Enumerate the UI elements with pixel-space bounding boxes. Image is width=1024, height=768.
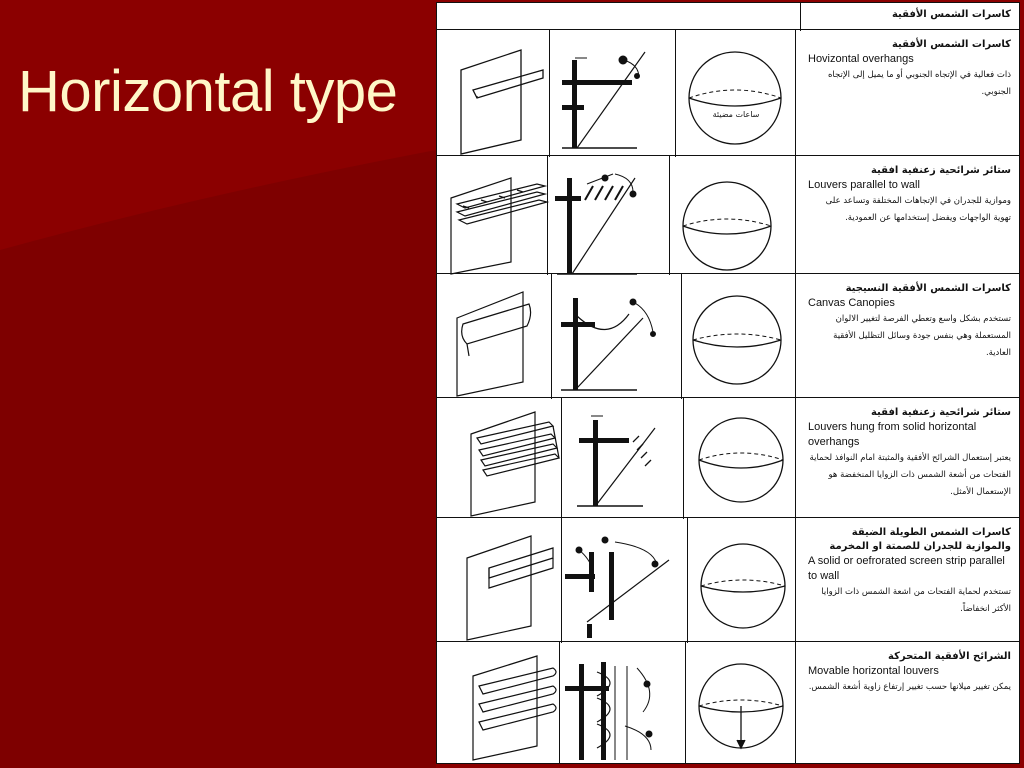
table-row <box>437 29 1019 157</box>
movable-louvers-section-icon <box>565 662 652 760</box>
sun-path-sphere-icon <box>701 544 785 628</box>
description-cell <box>795 518 1019 643</box>
row-diagrams <box>437 156 797 276</box>
description-cell <box>795 156 1019 275</box>
sun-path-sphere-icon <box>693 296 781 384</box>
sun-breakers-table <box>436 2 1020 764</box>
louvers-perspective-icon <box>451 178 547 274</box>
row-english-title: Louvers parallel to wall <box>808 179 920 191</box>
sun-path-sphere-icon <box>689 52 781 144</box>
canvas-canopy-perspective-icon <box>457 292 531 396</box>
description-cell <box>795 642 1019 763</box>
row-arabic-description: تستخدم لحماية الفتحات من اشعة الشمس ذات الزوايا الأكثر انخفاضاً. <box>821 587 1011 614</box>
row-english-title: Canvas Canopies <box>808 297 895 309</box>
sun-path-sphere-icon <box>699 664 783 748</box>
hung-louvers-section-icon <box>577 416 655 506</box>
row-english-title: Louvers hung from solid horizontal overhangs <box>808 421 977 448</box>
table-row <box>437 641 1019 763</box>
screen-strip-perspective-icon <box>467 536 553 640</box>
row-arabic-description: ذات فعالية في الإتجاه الجنوبي أو ما يميل إلى الإتجاه الجنوبي. <box>827 70 1011 97</box>
table-header <box>800 3 1019 31</box>
row-arabic-title: كاسرات الشمس الأفقية النسيجية <box>845 283 1011 294</box>
canvas-canopy-section-icon <box>561 298 656 390</box>
description-cell <box>795 274 1019 399</box>
row-english-title: Movable horizontal louvers <box>808 665 939 677</box>
row-arabic-description: يمكن تغيير ميلانها حسب تغيير إرتفاع زاوية أشعة الشمس. <box>808 682 1011 692</box>
row-diagrams <box>437 642 797 764</box>
movable-louvers-perspective-icon <box>473 656 556 760</box>
row-english-title: A solid or oefrorated screen strip parallel to wall <box>808 555 1005 582</box>
screen-strip-section-icon <box>565 537 669 638</box>
sun-path-sphere-icon <box>683 182 771 270</box>
table-header-label: كاسرات الشمس الأفقية <box>891 9 1011 20</box>
row-arabic-title: كاسرات الشمس الطويلة الضيقة والموازية للجدران للصمتة او المخرمة <box>829 527 1011 552</box>
row-diagrams <box>437 30 797 158</box>
table-row <box>437 155 1019 275</box>
row-arabic-title: كاسرات الشمس الأفقية <box>891 39 1011 50</box>
overhang-section-icon <box>562 52 645 148</box>
row-diagrams <box>437 398 797 520</box>
table-row <box>437 517 1019 643</box>
slide-title: Horizontal type <box>18 59 398 124</box>
row-arabic-description: وموازية للجدران في الإتجاهات المختلفة وتساعد على تهوية الواجهات ويفضل إستخدامها عن العمودية. <box>825 196 1011 223</box>
row-arabic-description: يعتبر إستعمال الشرائح الأفقية والمثبتة امام النوافذ لحماية الفتحات من أشعة الشمس ذات الزوايا المنخفضة هو الإستعمال الأمثل. <box>809 453 1011 497</box>
description-cell <box>795 398 1019 519</box>
hung-louvers-perspective-icon <box>471 412 559 516</box>
louvers-section-icon <box>555 174 637 274</box>
row-arabic-title: ستائر شرائحية زعنفية افقية <box>870 407 1011 418</box>
description-cell <box>795 30 1019 157</box>
table-row <box>437 397 1019 519</box>
row-arabic-title: الشرائح الأفقية المتحركة <box>888 651 1011 662</box>
row-arabic-description: تستخدم بشكل واسع وتعطي الفرصة لتغيير الالوان المستعملة وهي بنفس جودة وسائل التظليل الأفقية العادية. <box>833 314 1011 358</box>
row-diagrams <box>437 274 797 400</box>
overhang-perspective-icon <box>461 50 543 154</box>
row-arabic-title: ستائر شرائحية زعنفية افقية <box>870 165 1011 176</box>
table-row <box>437 273 1019 399</box>
sun-path-sphere-icon <box>699 418 783 502</box>
row-diagrams <box>437 518 797 644</box>
row-english-title: Hovizontal overhangs <box>808 53 914 65</box>
sphere-label: ساعات مضيئة <box>712 110 760 119</box>
